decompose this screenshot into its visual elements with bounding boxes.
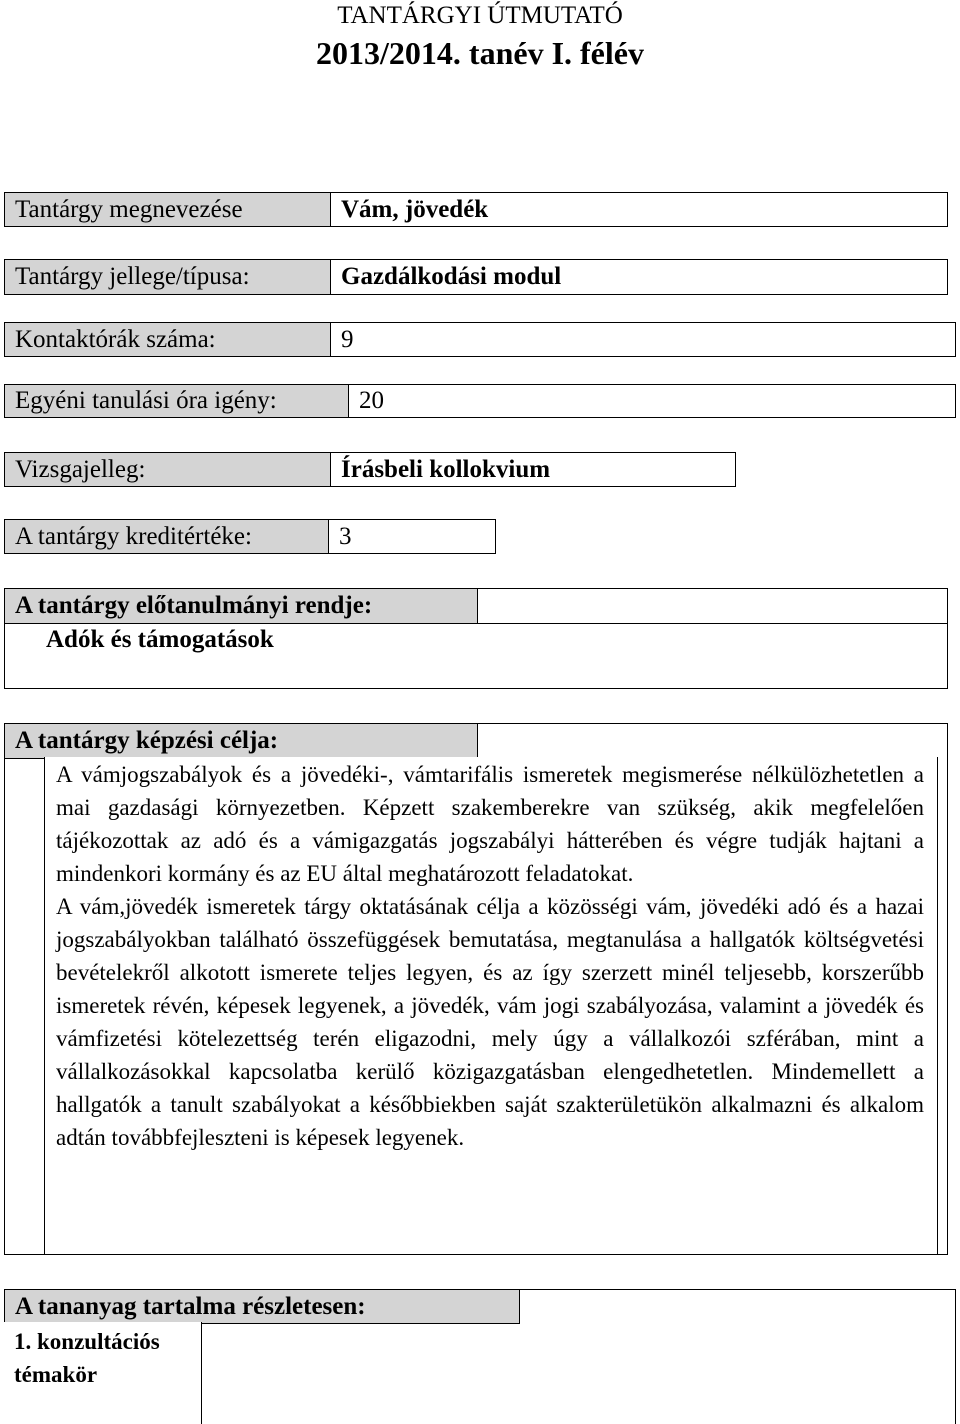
self-study-hours-value: 20 [348, 384, 956, 418]
goal-paragraph: A vámjogszabályok és a jövedéki-, vámtarifális ismeretek megismerése nélkülözhetetlen a mai gazdasági környezetben. Képzett szakemberekre van szükség, akik megfelelően tájékozottak az adó és a vámigazgatás jogszabályi hátterében és végre tudják hajtani a mindenkori kormány és az EU által meghatározott feladatokat. [56, 762, 924, 886]
content-label: A tananyag tartalma részletesen: [4, 1289, 520, 1324]
prerequisites-label-right-frame [476, 588, 948, 624]
goal-paragraph: A vám,jövedék ismeretek tárgy oktatásának célja a közösségi vám, jövedéki adó és a hazai jogszabályokban található összefüggések bemutatása, megtanulása a hallgatók költségvetési bevételekről alkotott ismerete teljes legyen, és az így szerzett minél teljesebb, korszerűbb ismeretek révén, képesek legyenek, a jövedék, vám jogi szabályozása, valamint a jövedék és vámfizetési kötelezettség terén eligazodni, mely úgy a vállalkozói szférában, mint a vállalkozásokkal kapcsolatba kerülő közigazgatásban elengedhetetlen. Mindemellett a hallgatók a tanult szabályokat a későbbiekben saját szakterületükön alkalmazni és alkalom adtán továbbfejleszteni is képesek legyenek. [56, 894, 924, 1150]
contact-hours-label: Kontaktórák száma: [4, 322, 332, 357]
contact-hours-value: 9 [330, 322, 956, 357]
document-subtitle: 2013/2014. tanév I. félév [316, 35, 644, 71]
subject-type-value: Gazdálkodási modul [330, 259, 948, 295]
exam-type-value: Írásbeli kollokvium [330, 452, 736, 487]
prerequisites-label: A tantárgy előtanulmányi rendje: [4, 588, 478, 624]
exam-type-label: Vizsgajelleg: [4, 452, 332, 487]
content-topic-label: 1. konzultációs témakör [14, 1329, 160, 1387]
subject-name-value: Vám, jövedék [330, 192, 948, 227]
self-study-hours-label: Egyéni tanulási óra igény: [4, 384, 350, 418]
prerequisites-value: Adók és támogatások [46, 626, 274, 653]
document-title: TANTÁRGYI ÚTMUTATÓ [337, 2, 623, 29]
goal-label: A tantárgy képzési célja: [4, 723, 478, 759]
subject-name-label: Tantárgy megnevezése [4, 192, 332, 227]
goal-text [56, 758, 924, 1154]
subject-type-label: Tantárgy jellege/típusa: [4, 259, 332, 295]
credit-value: 3 [328, 519, 496, 554]
credit-label: A tantárgy kreditértéke: [4, 519, 330, 554]
